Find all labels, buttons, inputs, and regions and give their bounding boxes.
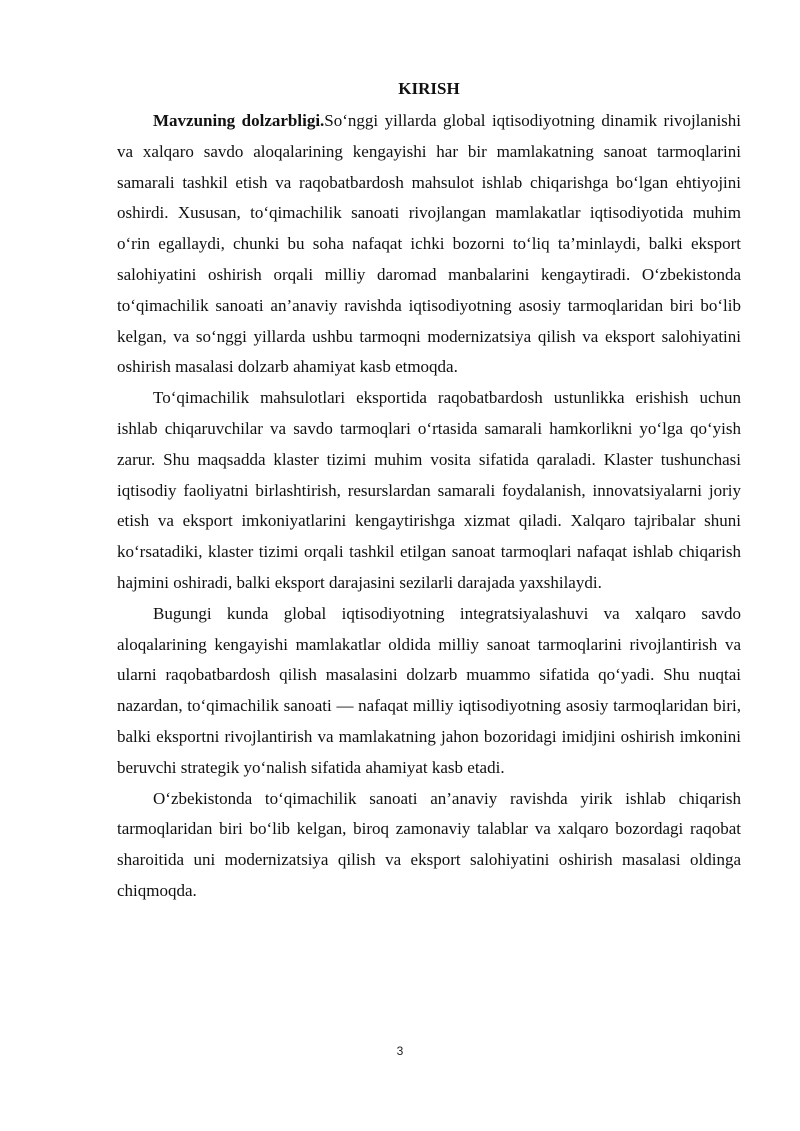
paragraph-lead: Mavzuning dolzarbligi. — [153, 111, 325, 130]
page-number: 3 — [396, 1044, 404, 1058]
paragraph-3 — [117, 599, 741, 784]
paragraph-1 — [117, 106, 741, 383]
section-title: KIRISH — [398, 79, 460, 98]
paragraph-text: To‘qimachilik mahsulotlari eksportida raqobatbardosh ustunlikka erishish uchun ishlab chiqaruvchilar va savdo tarmoqlari o‘rtasida samarali hamkorlikni yo‘lga qo‘yish zarur. Shu maqsadda klaster tizimi muhim vosita sifatida qaraladi. Klaster tushunchasi iqtisodiy faoliyatni birlashtirish, resurslardan samarali foydalanish, innovatsiyalarni joriy etish va eksport imkoniyatlarini kengaytirishga xizmat qiladi. Xalqaro tajribalar shuni ko‘rsatadiki, klaster tizimi orqali tashkil etilgan sanoat tarmoqlari nafaqat ishlab chiqarish hajmini oshiradi, balki eksport darajasini sezilarli darajada yaxshilaydi. — [117, 388, 741, 592]
paragraph-text: Bugungi kunda global iqtisodiyotning integratsiyalashuvi va xalqaro savdo aloqalarining kengayishi mamlakatlar oldida milliy sanoat tarmoqlarini rivojlantirish va ularni raqobatbardosh qilish masalasini dolzarb muammo sifatida qo‘yadi. Shu nuqtai nazardan, to‘qimachilik sanoati — nafaqat milliy iqtisodiyotning asosiy tarmoqlaridan biri, balki eksportni rivojlantirish va mamlakatning jahon bozoridagi imidjini oshirish imkonini beruvchi strategik yo‘nalish sifatida ahamiyat kasb etadi. — [117, 603, 741, 777]
paragraph-2 — [117, 383, 741, 599]
document-body — [117, 74, 741, 907]
paragraph-4 — [117, 784, 741, 907]
paragraph-text: So‘nggi yillarda global iqtisodiyotning dinamik rivojlanishi va xalqaro savdo aloqalarining kengayishi har bir mamlakatning sanoat tarmoqlarini samarali tashkil etish va raqobatbardosh mahsulot ishlab chiqarishga bo‘lgan ehtiyojini oshirdi. Xususan, to‘qimachilik sanoati rivojlangan mamlakatlar iqtisodiyotida muhim o‘rin egallaydi, chunki bu soha nafaqat ichki bozorni to‘liq ta’minlaydi, balki eksport salohiyatini oshirish orqali milliy daromad manbalarini kengaytiradi. O‘zbekistonda to‘qimachilik sanoati an’anaviy ravishda iqtisodiyotning asosiy tarmoqlaridan biri bo‘lib kelgan, va so‘nggi yillarda ushbu tarmoqni modernizatsiya qilish va eksport salohiyatini oshirish masalasi dolzarb ahamiyat kasb etmoqda. — [117, 111, 741, 377]
paragraph-text: O‘zbekistonda to‘qimachilik sanoati an’anaviy ravishda yirik ishlab chiqarish tarmoqlaridan biri bo‘lib kelgan, biroq zamonaviy talablar va xalqaro bozordagi raqobat sharoitida uni modernizatsiya qilish va eksport salohiyatini oshirish masalasi oldinga chiqmoqda. — [117, 788, 741, 900]
